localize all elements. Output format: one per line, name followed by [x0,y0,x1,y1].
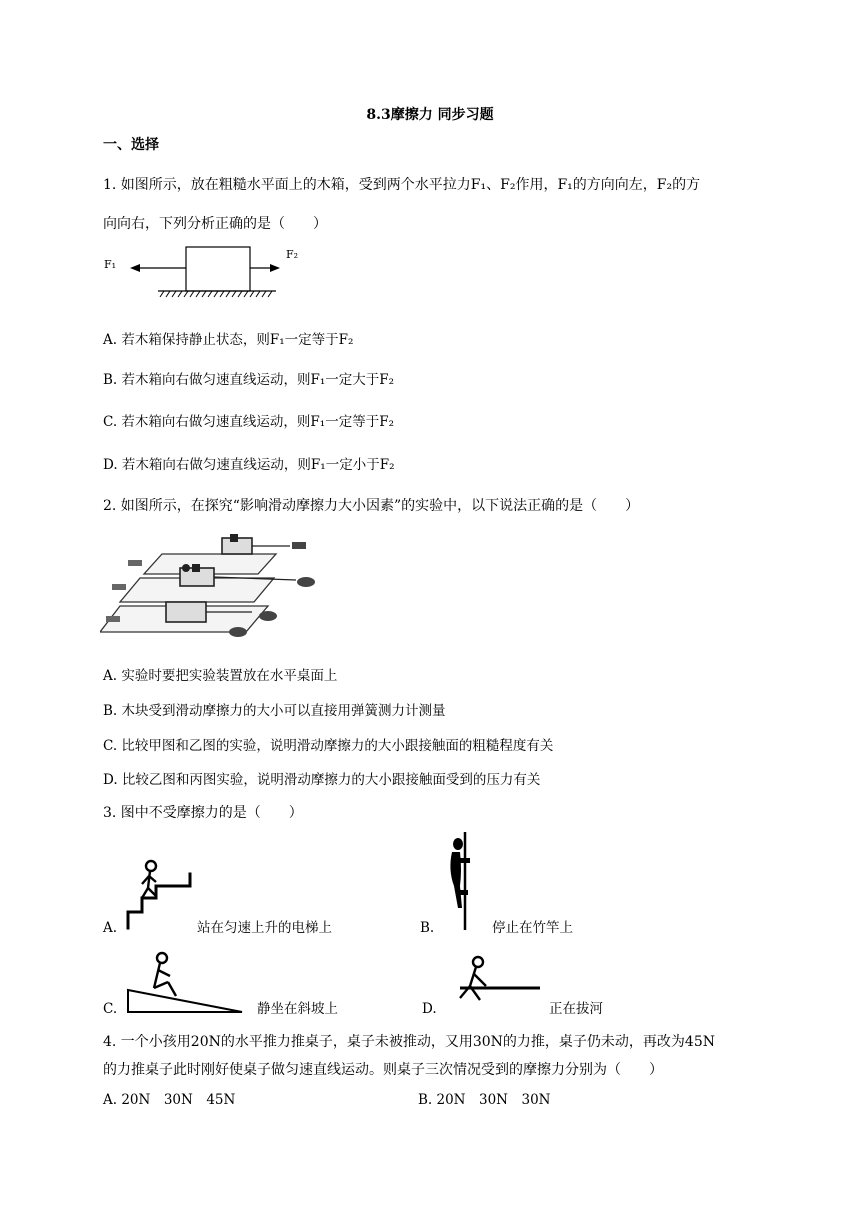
q4-option-b: B. 20N 30N 30N [418,1092,551,1108]
q3-figure-pole [440,830,490,932]
q1-option-c: C. 若木箱向右做匀速直线运动，则F₁一定等于F₂ [103,414,394,430]
q2-stem: 2. 如图所示，在探究“影响滑动摩擦力大小因素”的实验中，以下说法正确的是（ ） [103,498,640,514]
q3-figure-slope [124,950,249,1016]
q3-option-a-text: 站在匀速上升的电梯上 [197,920,332,936]
section-heading: 一、选择 [103,137,159,153]
q3-option-b-letter: B. [420,920,435,936]
q2-option-b: B. 木块受到滑动摩擦力的大小可以直接用弹簧测力计测量 [103,703,446,719]
q2-option-c: C. 比较甲图和乙图的实验，说明滑动摩擦力的大小跟接触面的粗糙程度有关 [103,738,554,754]
q2-option-d: D. 比较乙图和丙图实验，说明滑动摩擦力的大小跟接触面受到的压力有关 [103,772,541,788]
q3-figure-tug-of-war [450,954,542,1004]
q2-block-bottom [166,602,206,622]
q2-experiment-figure [100,532,325,650]
q1-option-b: B. 若木箱向右做匀速直线运动，则F₁一定大于F₂ [103,372,395,388]
q4-option-a: A. 20N 30N 45N [103,1092,236,1108]
q1-option-a: A. 若木箱保持静止状态，则F₁一定等于F₂ [103,332,354,348]
q3-option-a-letter: A. [103,920,118,936]
q1-f2-label: F₂ [286,248,299,261]
q1-stem-line1: 1. 如图所示，放在粗糙水平面上的木箱，受到两个水平拉力F₁、F₂作用，F₁的方向向左，F₂的方 [103,177,701,193]
q1-stem-line2: 向向右，下列分析正确的是（ ） [103,216,327,232]
q3-option-c-letter: C. [103,1001,118,1017]
q3-stem: 3. 图中不受摩擦力的是（ ） [103,805,303,821]
q4-stem-line2: 的力推桌子此时刚好使桌子做匀速直线运动。则桌子三次情况受到的摩擦力分别为（ ） [103,1062,663,1078]
q3-option-c-text: 静坐在斜坡上 [257,1001,338,1017]
q1-f1-label: F₁ [104,258,117,271]
q3-option-d-text: 正在拔河 [549,1001,603,1017]
q2-option-a: A. 实验时要把实验装置放在水平桌面上 [103,668,338,684]
q1-option-d: D. 若木箱向右做匀速直线运动，则F₁一定小于F₂ [103,457,395,473]
q3-option-d-letter: D. [422,1001,437,1017]
q1-box-figure [100,242,310,304]
q1-box [186,247,250,291]
q3-option-b-text: 停止在竹竿上 [492,920,573,936]
q3-figure-escalator [120,854,200,932]
q4-stem-line1: 4. 一个小孩用20N的水平推力推桌子，桌子未被推动，又用30N的力推，桌子仍未动，再改为45N [103,1034,715,1050]
page-title: 8.3摩擦力 同步习题 [366,107,494,123]
